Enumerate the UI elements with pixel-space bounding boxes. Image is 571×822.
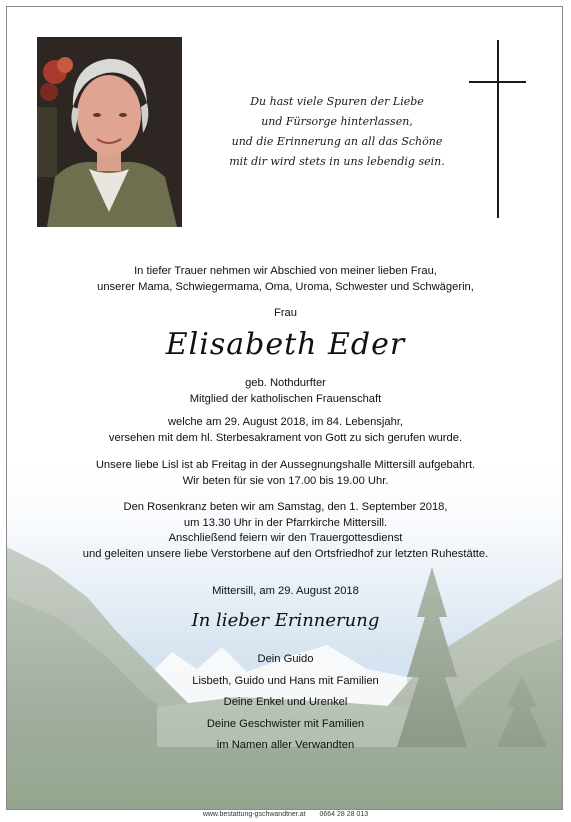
title-text: Frau (273, 307, 297, 319)
death-line: welche am 29. August 2018, im 84. Lebensjahr, (167, 416, 404, 428)
poem-line: Du hast viele Spuren der Liebe (250, 95, 424, 108)
deceased-name: Elisabeth Eder (165, 327, 406, 362)
cross-icon-bar (469, 81, 526, 83)
poem-line: und die Erinnerung an all das Schöne (231, 135, 443, 148)
portrait-photo (37, 37, 182, 227)
intro-line: unserer Mama, Schwiegermama, Oma, Uroma, Schwester und Schwägerin, (97, 280, 474, 293)
signer-line: Dein Guido (257, 653, 314, 665)
death-text (7, 415, 563, 446)
viewing-line: Unsere liebe Lisl ist ab Freitag in der Aussegnungshalle Mittersill aufgebahrt. (95, 459, 476, 471)
remembrance-heading: In lieber Erinnerung (191, 610, 380, 631)
signer-line: im Namen aller Verwandten (216, 739, 355, 751)
obituary-card (6, 6, 563, 810)
poem (197, 92, 477, 172)
death-line: versehen mit dem hl. Sterbesakrament von Gott zu sich gerufen wurde. (108, 431, 463, 444)
signer-line: Deine Enkel und Urenkel (223, 696, 348, 708)
cross-icon (497, 40, 499, 218)
funeral-text (7, 500, 563, 562)
footer-website: www.bestattung-gschwandtner.at (202, 811, 306, 818)
funeral-line: Anschließend feiern wir den Trauergottesdienst (168, 532, 403, 544)
signer-line: Lisbeth, Guido und Hans mit Familien (192, 674, 379, 687)
funeral-line: Den Rosenkranz beten wir am Samstag, den 1. September 2018, (123, 501, 448, 513)
place-date: Mittersill, am 29. August 2018 (212, 585, 359, 597)
signers-list (7, 649, 563, 757)
funeral-line: um 13.30 Uhr in der Pfarrkirche Mittersill. (183, 516, 388, 529)
viewing-text (7, 458, 563, 489)
footer (0, 811, 571, 818)
intro-text (7, 264, 563, 295)
intro-line: In tiefer Trauer nehmen wir Abschied von meiner lieben Frau, (134, 265, 437, 277)
detail-line: geb. Nothdurfter (245, 377, 326, 389)
poem-line: mit dir wird stets in uns lebendig sein. (229, 155, 445, 168)
funeral-line: und geleiten unsere liebe Verstorbene auf den Ortsfriedhof zur letzten Ruhestätte. (82, 547, 489, 560)
deceased-details (7, 376, 563, 407)
detail-line: Mitglied der katholischen Frauenschaft (189, 392, 382, 405)
portrait-illustration (37, 37, 182, 227)
poem-line: und Fürsorge hinterlassen, (261, 115, 413, 128)
viewing-line: Wir beten für sie von 17.00 bis 19.00 Uhr. (182, 474, 389, 487)
footer-phone: 0664 28 28 013 (319, 811, 369, 818)
signer-line: Deine Geschwister mit Familien (206, 717, 365, 730)
